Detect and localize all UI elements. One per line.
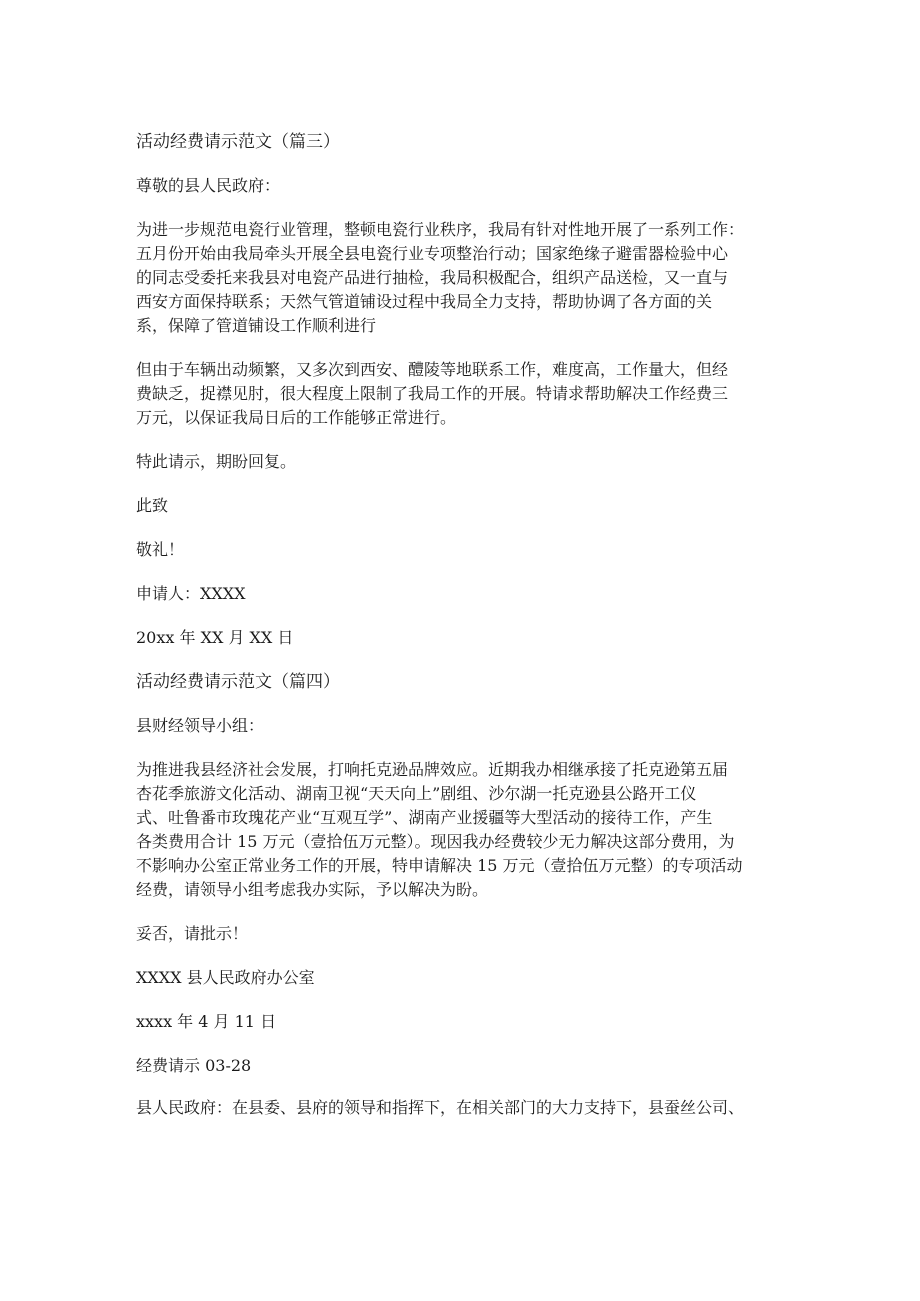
section3-salutation: 尊敬的县人民政府： (136, 176, 281, 195)
section3-closing-jingli: 敬礼！ (136, 540, 185, 559)
text-line: 为推进我县经济社会发展，打响托克逊品牌效应。近期我办相继承接了托克逊第五届 (136, 760, 729, 779)
section5-first-line: 县人民政府：在县委、县府的领导和指挥下，在相关部门的大力支持下，县蚕丝公司、 (136, 1098, 745, 1117)
section3-closing-request: 特此请示，期盼回复。 (136, 452, 297, 471)
text-line: 各类费用合计 15 万元（壹拾伍万元整）。现因我办经费较少无力解决这部分费用，为 (136, 832, 735, 851)
section3-paragraph-1 (136, 218, 776, 338)
text-line: 经费，请领导小组考虑我办实际，予以解决为盼。 (136, 880, 489, 899)
text-line: 费缺乏，捉襟见肘，很大程度上限制了我局工作的开展。特请求帮助解决工作经费三 (136, 384, 729, 403)
section4-closing: 妥否，请批示！ (136, 924, 249, 943)
text-line: 不影响办公室正常业务工作的开展，特申请解决 15 万元（壹拾伍万元整）的专项活动 (136, 856, 743, 875)
section3-applicant: 申请人：XXXX (136, 584, 246, 603)
document-body (136, 130, 776, 1120)
text-line: 西安方面保持联系；天然气管道铺设过程中我局全力支持，帮助协调了各方面的关 (136, 292, 713, 311)
text-line: 杏花季旅游文化活动、湖南卫视“天天向上”剧组、沙尔湖一托克逊县公路开工仪 (136, 784, 697, 803)
section4-date: xxxx 年 4 月 11 日 (136, 1012, 277, 1031)
section4-office: XXXX 县人民政府办公室 (136, 968, 315, 987)
text-line: 式、吐鲁番市玫瑰花产业“互观互学”、湖南产业援疆等大型活动的接待工作，产生 (136, 808, 713, 827)
text-line: 但由于车辆出动频繁，又多次到西安、醴陵等地联系工作，难度高，工作量大，但经 (136, 360, 729, 379)
text-line: 五月份开始由我局牵头开展全县电瓷行业专项整治行动；国家绝缘子避雷器检验中心 (136, 244, 729, 263)
section5-title: 经费请示 03-28 (136, 1056, 252, 1075)
section4-salutation: 县财经领导小组： (136, 716, 265, 735)
text-line: 万元，以保证我局日后的工作能够正常进行。 (136, 408, 457, 427)
text-line: 系，保障了管道铺设工作顺利进行 (136, 316, 377, 335)
section4-title: 活动经费请示范文（篇四） (136, 672, 340, 692)
section4-paragraph-1 (136, 758, 776, 902)
section3-title: 活动经费请示范文（篇三） (136, 132, 340, 152)
section3-paragraph-2 (136, 358, 776, 430)
text-line: 为进一步规范电瓷行业管理，整顿电瓷行业秩序，我局有针对性地开展了一系列工作： (136, 220, 745, 239)
section3-date: 20xx 年 XX 月 XX 日 (136, 628, 294, 647)
section3-closing-zhici: 此致 (136, 496, 169, 515)
text-line: 的同志受委托来我县对电瓷产品进行抽检，我局积极配合，组织产品送检，又一直与 (136, 268, 729, 287)
